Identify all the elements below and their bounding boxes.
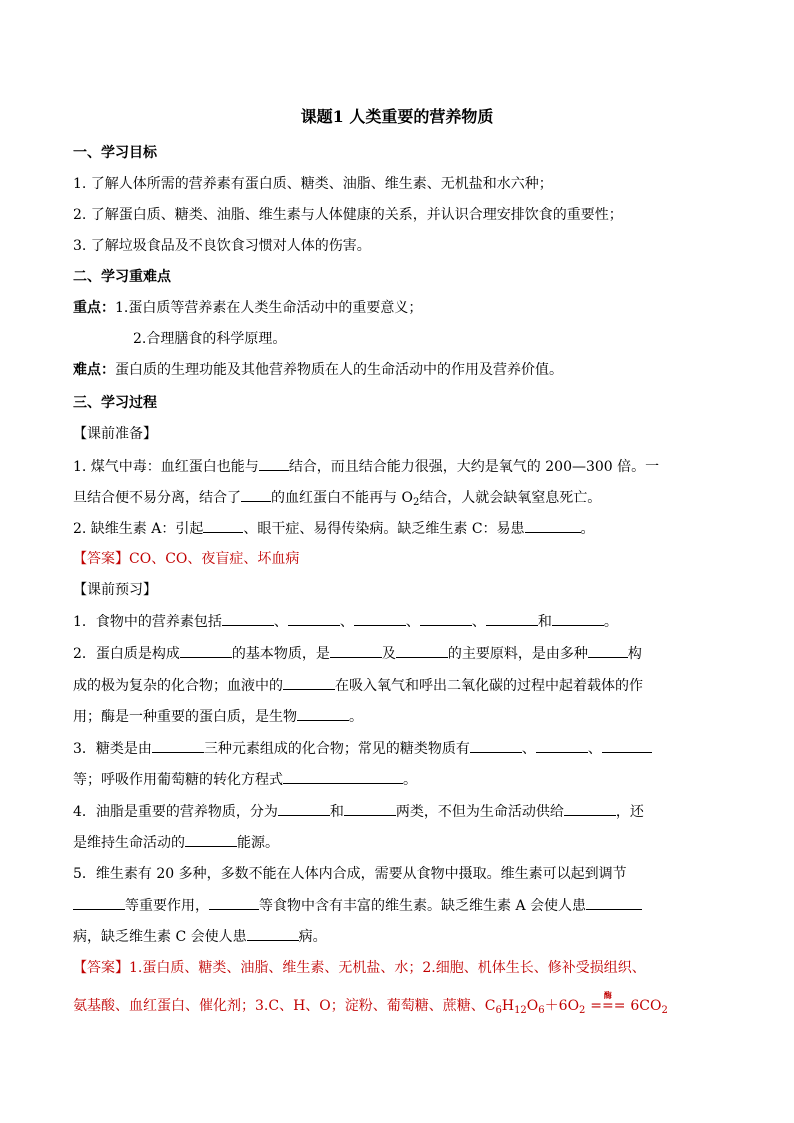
blank	[203, 518, 243, 533]
blank	[564, 801, 616, 816]
text: 、	[273, 614, 288, 630]
key-label: 重点：	[73, 300, 115, 316]
answer-1	[73, 549, 723, 569]
goal-item-3: 3. 了解垃圾食品及不良饮食习惯对人体的伤害。	[73, 238, 371, 254]
text: 病，缺乏维生素 C 会使人患	[73, 929, 247, 945]
text: 旦结合便不易分离，结合了	[73, 490, 241, 506]
blank	[283, 769, 403, 784]
text: 。	[580, 521, 595, 537]
subscript: 2	[661, 1005, 668, 1016]
equals-sign: ===	[590, 998, 626, 1014]
text: 、	[587, 741, 602, 757]
answer-text: CO、CO、夜盲症、坏血病	[129, 551, 300, 567]
text: 1. 煤气中毒：血红蛋白也能与	[73, 459, 259, 475]
text: 两类，不但为生命活动供给	[395, 804, 564, 820]
blank	[241, 487, 271, 502]
text: 和	[537, 614, 552, 630]
text: 三种元素组成的化合物；常见的糖类物质有	[203, 741, 470, 757]
text: 。	[403, 772, 417, 788]
difficulty-label: 难点：	[73, 362, 115, 378]
blank	[247, 926, 299, 941]
blank	[185, 832, 237, 847]
difficulty-text: 蛋白质的生理功能及其他营养物质在人的生命活动中的作用及营养价值。	[115, 362, 563, 378]
preview-question-2-line-2	[73, 675, 723, 696]
text: 、	[521, 741, 536, 757]
blank	[486, 611, 538, 626]
preview-question-2-line-1	[73, 643, 723, 664]
text: 。	[349, 709, 363, 725]
text: 构	[627, 646, 642, 662]
text: 是维持生命活动的	[73, 835, 185, 851]
blank	[330, 643, 382, 658]
answer-label: 【答案】	[73, 960, 129, 976]
text: 、眼干症、易得传染病。缺乏维生素 C：易患	[243, 521, 525, 537]
text: 和	[329, 804, 344, 820]
text: 、	[471, 614, 486, 630]
text: H	[501, 998, 515, 1014]
prep-question-2	[73, 518, 723, 539]
text: 。	[603, 614, 618, 630]
text: ，还	[615, 804, 644, 820]
answer-2-line-1	[73, 958, 723, 978]
text: 、	[405, 614, 420, 630]
text: ＋6O	[544, 998, 580, 1014]
text: 结合，而且结合能力很强，大约是氧气的 200—300 倍。一	[288, 459, 660, 475]
text: O	[526, 998, 539, 1014]
key-point-2: 2.合理膳食的科学原理。	[133, 331, 287, 347]
text: 结合，人就会缺氧窒息死亡。	[419, 490, 602, 506]
blank	[525, 518, 581, 533]
blank	[288, 611, 340, 626]
blank	[259, 456, 289, 471]
text: 及	[381, 646, 396, 662]
blank	[278, 801, 330, 816]
preview-question-1	[73, 611, 723, 632]
blank	[297, 706, 349, 721]
blank	[222, 611, 274, 626]
preview-question-3-line-2	[73, 769, 723, 790]
blank	[73, 895, 125, 910]
text: 2. 缺维生素 A：引起	[73, 521, 204, 537]
text: 能源。	[237, 835, 279, 851]
blank	[344, 801, 396, 816]
subscript: 6	[495, 1005, 502, 1016]
text: 成的极为复杂的化合物；血液中的	[73, 678, 283, 694]
preview-question-4-line-1	[73, 801, 723, 822]
page-title: 课题1 人类重要的营养物质	[300, 107, 494, 126]
blank	[180, 643, 232, 658]
subscript: 6	[538, 1005, 545, 1016]
blank	[209, 895, 259, 910]
text: 的基本物质，是	[231, 646, 330, 662]
preview-question-3-line-1	[73, 738, 723, 759]
text: 等重要作用，	[125, 898, 209, 914]
section-heading-key-points: 二、学习重难点	[73, 269, 171, 285]
preview-question-4-line-2	[73, 832, 723, 853]
key-point-1	[73, 298, 723, 318]
answer-text: 1.蛋白质、糖类、油脂、维生素、无机盐、水；2.细胞、机体生长、修补受损组织、	[129, 960, 646, 976]
answer-2-line-2	[73, 990, 723, 1016]
prep-heading: 【课前准备】	[73, 426, 157, 442]
prep-question-1-line-1	[73, 456, 723, 477]
section-heading-process: 三、学习过程	[73, 395, 157, 411]
blank	[152, 738, 204, 753]
text: 用；酶是一种重要的蛋白质，是生物	[73, 709, 297, 725]
text: 病。	[298, 929, 327, 945]
reaction-arrow	[590, 990, 626, 1016]
preview-question-5-line-1: 5．维生素有 20 多种，多数不能在人体内合成，需要从食物中摄取。维生素可以起到调节	[73, 866, 627, 882]
blank	[396, 643, 448, 658]
text: 在吸入氧气和呼出二氧化碳的过程中起着载体的作	[335, 678, 643, 694]
blank	[552, 611, 604, 626]
text: 等；呼吸作用葡萄糖的转化方程式	[73, 772, 283, 788]
text: 、	[339, 614, 354, 630]
text: 4．油脂是重要的营养物质，分为	[73, 804, 278, 820]
text: 等食物中含有丰富的维生素。缺乏维生素 A 会使人患	[259, 898, 587, 914]
answer-text: 氨基酸、血红蛋白、催化剂；3.C、H、O；淀粉、葡萄糖、蔗糖、C	[73, 998, 496, 1014]
subscript: 2	[412, 497, 420, 508]
preview-question-5-line-3	[73, 926, 723, 947]
text: 6CO	[630, 998, 662, 1014]
text: 2．蛋白质是构成	[73, 646, 180, 662]
goal-item-2: 2. 了解蛋白质、糖类、油脂、维生素与人体健康的关系，并认识合理安排饮食的重要性；	[73, 207, 623, 223]
blank	[354, 611, 406, 626]
difficulty	[73, 360, 723, 380]
blank	[602, 738, 652, 753]
key-point-1-text: 1.蛋白质等营养素在人类生命活动中的重要意义；	[115, 300, 423, 316]
preview-question-2-line-3	[73, 706, 723, 727]
text: 3．糖类是由	[73, 741, 152, 757]
text: 1．食物中的营养素包括	[73, 614, 222, 630]
preview-question-5-line-2	[73, 895, 723, 916]
text: 的血红蛋白不能再与 O	[271, 490, 413, 506]
blank	[470, 738, 522, 753]
section-heading-goals: 一、学习目标	[73, 145, 157, 161]
prep-question-1-line-2	[73, 487, 723, 508]
blank	[536, 738, 588, 753]
blank	[586, 895, 642, 910]
preview-heading: 【课前预习】	[73, 582, 157, 598]
answer-label: 【答案】	[73, 551, 129, 567]
subscript: 2	[579, 1005, 586, 1016]
blank	[283, 675, 335, 690]
reaction-condition: 酶	[603, 990, 612, 1000]
text: 的主要原料，是由多种	[447, 646, 588, 662]
blank	[420, 611, 472, 626]
subscript: 12	[514, 1005, 527, 1016]
goal-item-1: 1. 了解人体所需的营养素有蛋白质、糖类、油脂、维生素、无机盐和水六种；	[73, 176, 553, 192]
blank	[588, 643, 628, 658]
